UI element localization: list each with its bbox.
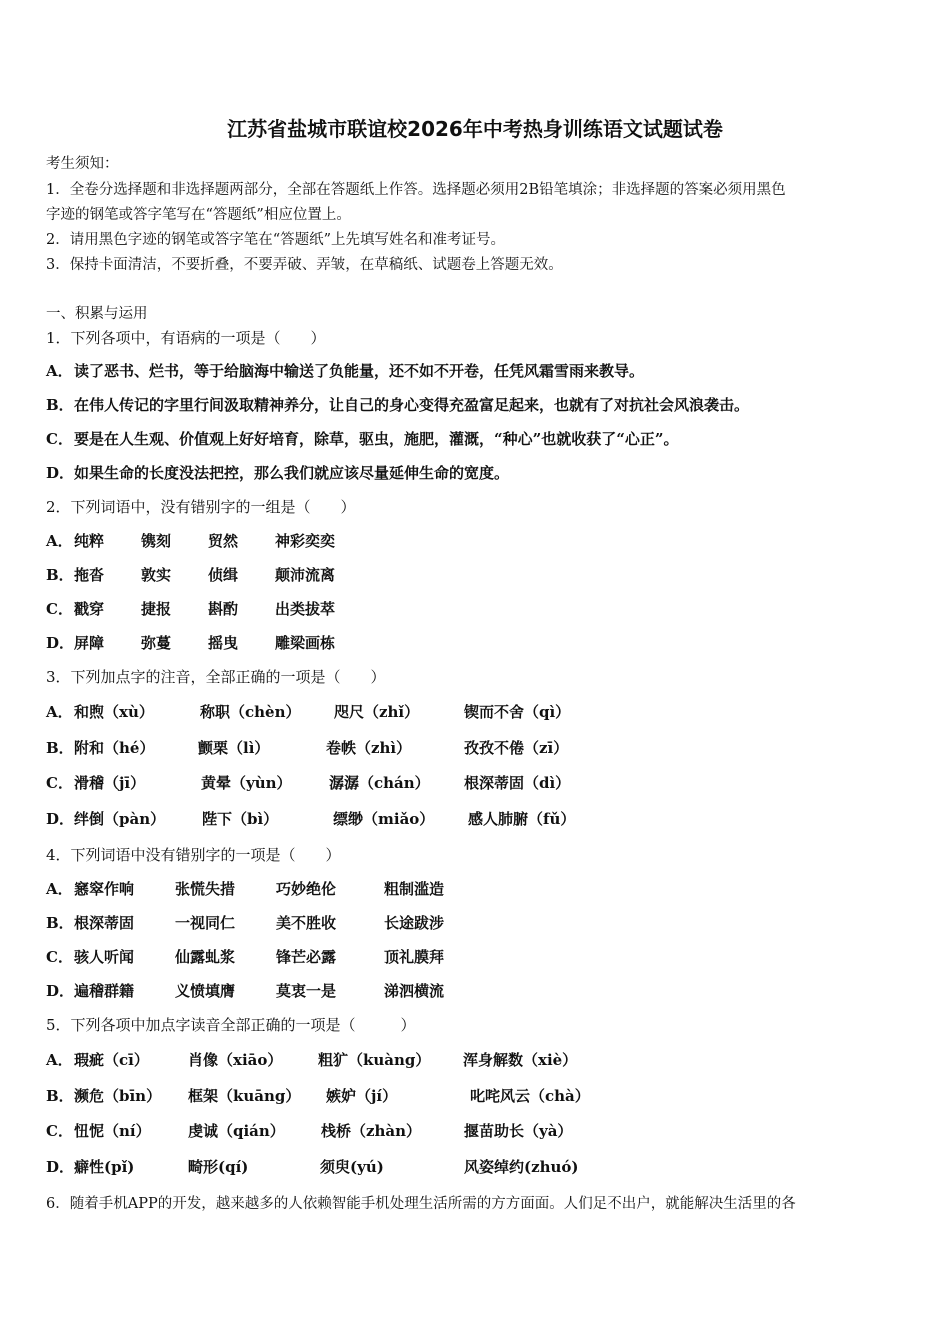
option-label: D． (46, 982, 75, 1000)
option-cell: 咫尺（zhǐ） (334, 703, 420, 721)
question-option (46, 632, 336, 654)
option-cell: 忸怩（ní） (74, 1122, 151, 1140)
option-cell: 濒危（bīn） (74, 1087, 162, 1105)
option-cell: 斟酌 (208, 600, 239, 618)
option-cell: 癖性(pǐ) (74, 1158, 135, 1176)
option-cell: 镌刻 (141, 532, 172, 550)
option-label: A． (46, 703, 73, 721)
option-cell: 缥缈（miǎo） (333, 810, 435, 828)
question-stem: 2．下列词语中，没有错别字的一组是（ ） (46, 498, 356, 516)
question-option (46, 530, 336, 552)
option-label: B． (46, 914, 74, 932)
option-cell: 滑稽（jī） (74, 774, 146, 792)
option-cell: 根深蒂固（dì） (464, 774, 571, 792)
option-label: D． (46, 634, 75, 652)
option-cell: 一视同仁 (175, 914, 236, 932)
question-stem: 3．下列加点字的注音，全部正确的一项是（ ） (46, 668, 386, 686)
option-cell: 长途跋涉 (384, 914, 445, 932)
page-title: 江苏省盐城市联谊校2026年中考热身训练语文试题试卷 (227, 117, 723, 141)
option-cell: 风姿绰约(zhuó) (464, 1158, 579, 1176)
option-cell: 顶礼膜拜 (384, 948, 445, 966)
option-cell: 颤栗（lì） (198, 739, 270, 757)
option-cell: 畸形(qí) (188, 1158, 249, 1176)
option-label: B． (46, 1087, 74, 1105)
option-cell: 框架（kuāng） (188, 1087, 301, 1105)
option-cell: 锋芒必露 (276, 948, 337, 966)
option-cell: 根深蒂固 (74, 914, 135, 932)
option-cell: 虔诚（qián） (188, 1122, 285, 1140)
notice-item: 2．请用黑色字迹的钢笔或答字笔在“答题纸”上先填写姓名和准考证号。 (46, 232, 506, 248)
option-cell: 绊倒（pàn） (74, 810, 166, 828)
option-label: C． (46, 948, 73, 966)
option-cell: 戳穿 (74, 600, 105, 618)
option-cell: 屏障 (74, 634, 105, 652)
option-label: A． (46, 362, 73, 380)
option-cell: 粗犷（kuàng） (318, 1051, 431, 1069)
option-label: A． (46, 532, 73, 550)
option-cell: 仙露虬浆 (175, 948, 236, 966)
option-cell: 浑身解数（xiè） (463, 1051, 578, 1069)
option-label: B． (46, 396, 74, 414)
option-cell: 陛下（bì） (202, 810, 279, 828)
option-cell: 揠苗助长（yà） (464, 1122, 573, 1140)
option-cell: 捷报 (141, 600, 172, 618)
option-cell: 嫉妒（jí） (326, 1087, 398, 1105)
option-cell: 粗制滥造 (384, 880, 445, 898)
option-cell: 和煦（xù） (74, 703, 154, 721)
question-option (46, 912, 445, 934)
option-label: C． (46, 1122, 73, 1140)
question-stem: 4．下列词语中没有错别字的一项是（ ） (46, 846, 341, 864)
option-label: C． (46, 430, 73, 448)
question-option (46, 737, 569, 759)
option-cell: 附和（hé） (74, 739, 155, 757)
option-cell: 锲而不舍（qì） (464, 703, 571, 721)
option-label: D． (46, 1158, 75, 1176)
option-cell: 瑕疵（cī） (74, 1051, 149, 1069)
option-text: 要是在人生观、价值观上好好培育，除草，驱虫，施肥，灌溉，“种心”也就收获了“心正”。 (74, 430, 679, 448)
option-cell: 称职（chèn） (200, 703, 301, 721)
option-cell: 颠沛流离 (275, 566, 336, 584)
question-option (46, 564, 336, 586)
question-option (46, 878, 445, 900)
notice-heading: 考生须知： (46, 156, 119, 172)
option-cell: 莫衷一是 (276, 982, 337, 1000)
option-cell: 窸窣作响 (74, 880, 135, 898)
question-option (46, 808, 576, 830)
option-cell: 巧妙绝伦 (276, 880, 337, 898)
option-label: B． (46, 739, 74, 757)
notice-item: 3．保持卡面清洁，不要折叠，不要弄破、弄皱，在草稿纸、试题卷上答题无效。 (46, 257, 563, 273)
option-cell: 须臾(yú) (320, 1158, 384, 1176)
question-option (46, 394, 749, 416)
option-label: D． (46, 810, 75, 828)
question-option (46, 1156, 579, 1178)
option-cell: 卷帙（zhì） (326, 739, 412, 757)
notice-item: 字迹的钢笔或答字笔写在“答题纸”相应位置上。 (46, 207, 351, 223)
option-text: 如果生命的长度没法把控，那么我们就应该尽量延伸生命的宽度。 (74, 464, 510, 482)
option-cell: 义愤填膺 (175, 982, 236, 1000)
option-cell: 肖像（xiāo） (188, 1051, 283, 1069)
option-cell: 遍稽群籍 (74, 982, 135, 1000)
question-option (46, 598, 336, 620)
question-option (46, 1120, 573, 1142)
question-option (46, 772, 571, 794)
option-cell: 雕梁画栋 (275, 634, 336, 652)
question-stem: 1．下列各项中，有语病的一项是（ ） (46, 329, 326, 347)
option-cell: 纯粹 (74, 532, 105, 550)
option-cell: 潺潺（chán） (329, 774, 430, 792)
question-stem: 6．随着手机APP的开发，越来越多的人依赖智能手机处理生活所需的方方面面。人们足不出户，就能解决生活里的各 (46, 1196, 796, 1212)
option-label: C． (46, 600, 73, 618)
question-option (46, 462, 509, 484)
question-option (46, 1085, 590, 1107)
option-cell: 神彩奕奕 (275, 532, 336, 550)
question-option (46, 946, 445, 968)
option-cell: 拖沓 (74, 566, 105, 584)
option-cell: 摇曳 (208, 634, 239, 652)
option-cell: 弥蔓 (141, 634, 172, 652)
option-label: D． (46, 464, 75, 482)
question-option (46, 1049, 578, 1071)
option-cell: 孜孜不倦（zī） (464, 739, 569, 757)
option-label: A． (46, 880, 73, 898)
section-heading: 一、积累与运用 (46, 306, 148, 322)
option-cell: 叱咤风云（chà） (470, 1087, 590, 1105)
question-stem: 5．下列各项中加点字读音全部正确的一项是（ ） (46, 1016, 416, 1034)
option-cell: 美不胜收 (276, 914, 337, 932)
option-cell: 感人肺腑（fǔ） (468, 810, 576, 828)
option-cell: 贸然 (208, 532, 239, 550)
option-cell: 张慌失措 (175, 880, 236, 898)
option-text: 在伟人传记的字里行间汲取精神养分，让自己的身心变得充盈富足起来，也就有了对抗社会风浪袭击。 (74, 396, 750, 414)
question-option (46, 428, 679, 450)
option-text: 读了恶书、烂书，等于给脑海中输送了负能量，还不如不开卷，任凭风霜雪雨来教导。 (74, 362, 645, 380)
notice-item: 1．全卷分选择题和非选择题两部分，全部在答题纸上作答。选择题必须用2B铅笔填涂；非选择题的答案必须用黑色 (46, 182, 786, 198)
option-label: A． (46, 1051, 73, 1069)
question-option (46, 980, 445, 1002)
option-label: C． (46, 774, 73, 792)
option-cell: 侦缉 (208, 566, 239, 584)
option-label: B． (46, 566, 74, 584)
option-cell: 涕泗横流 (384, 982, 445, 1000)
option-cell: 出类拔萃 (275, 600, 336, 618)
option-cell: 黄晕（yùn） (201, 774, 292, 792)
option-cell: 栈桥（zhàn） (321, 1122, 422, 1140)
option-cell: 敦实 (141, 566, 172, 584)
question-option (46, 360, 644, 382)
option-cell: 骇人听闻 (74, 948, 135, 966)
question-option (46, 701, 571, 723)
